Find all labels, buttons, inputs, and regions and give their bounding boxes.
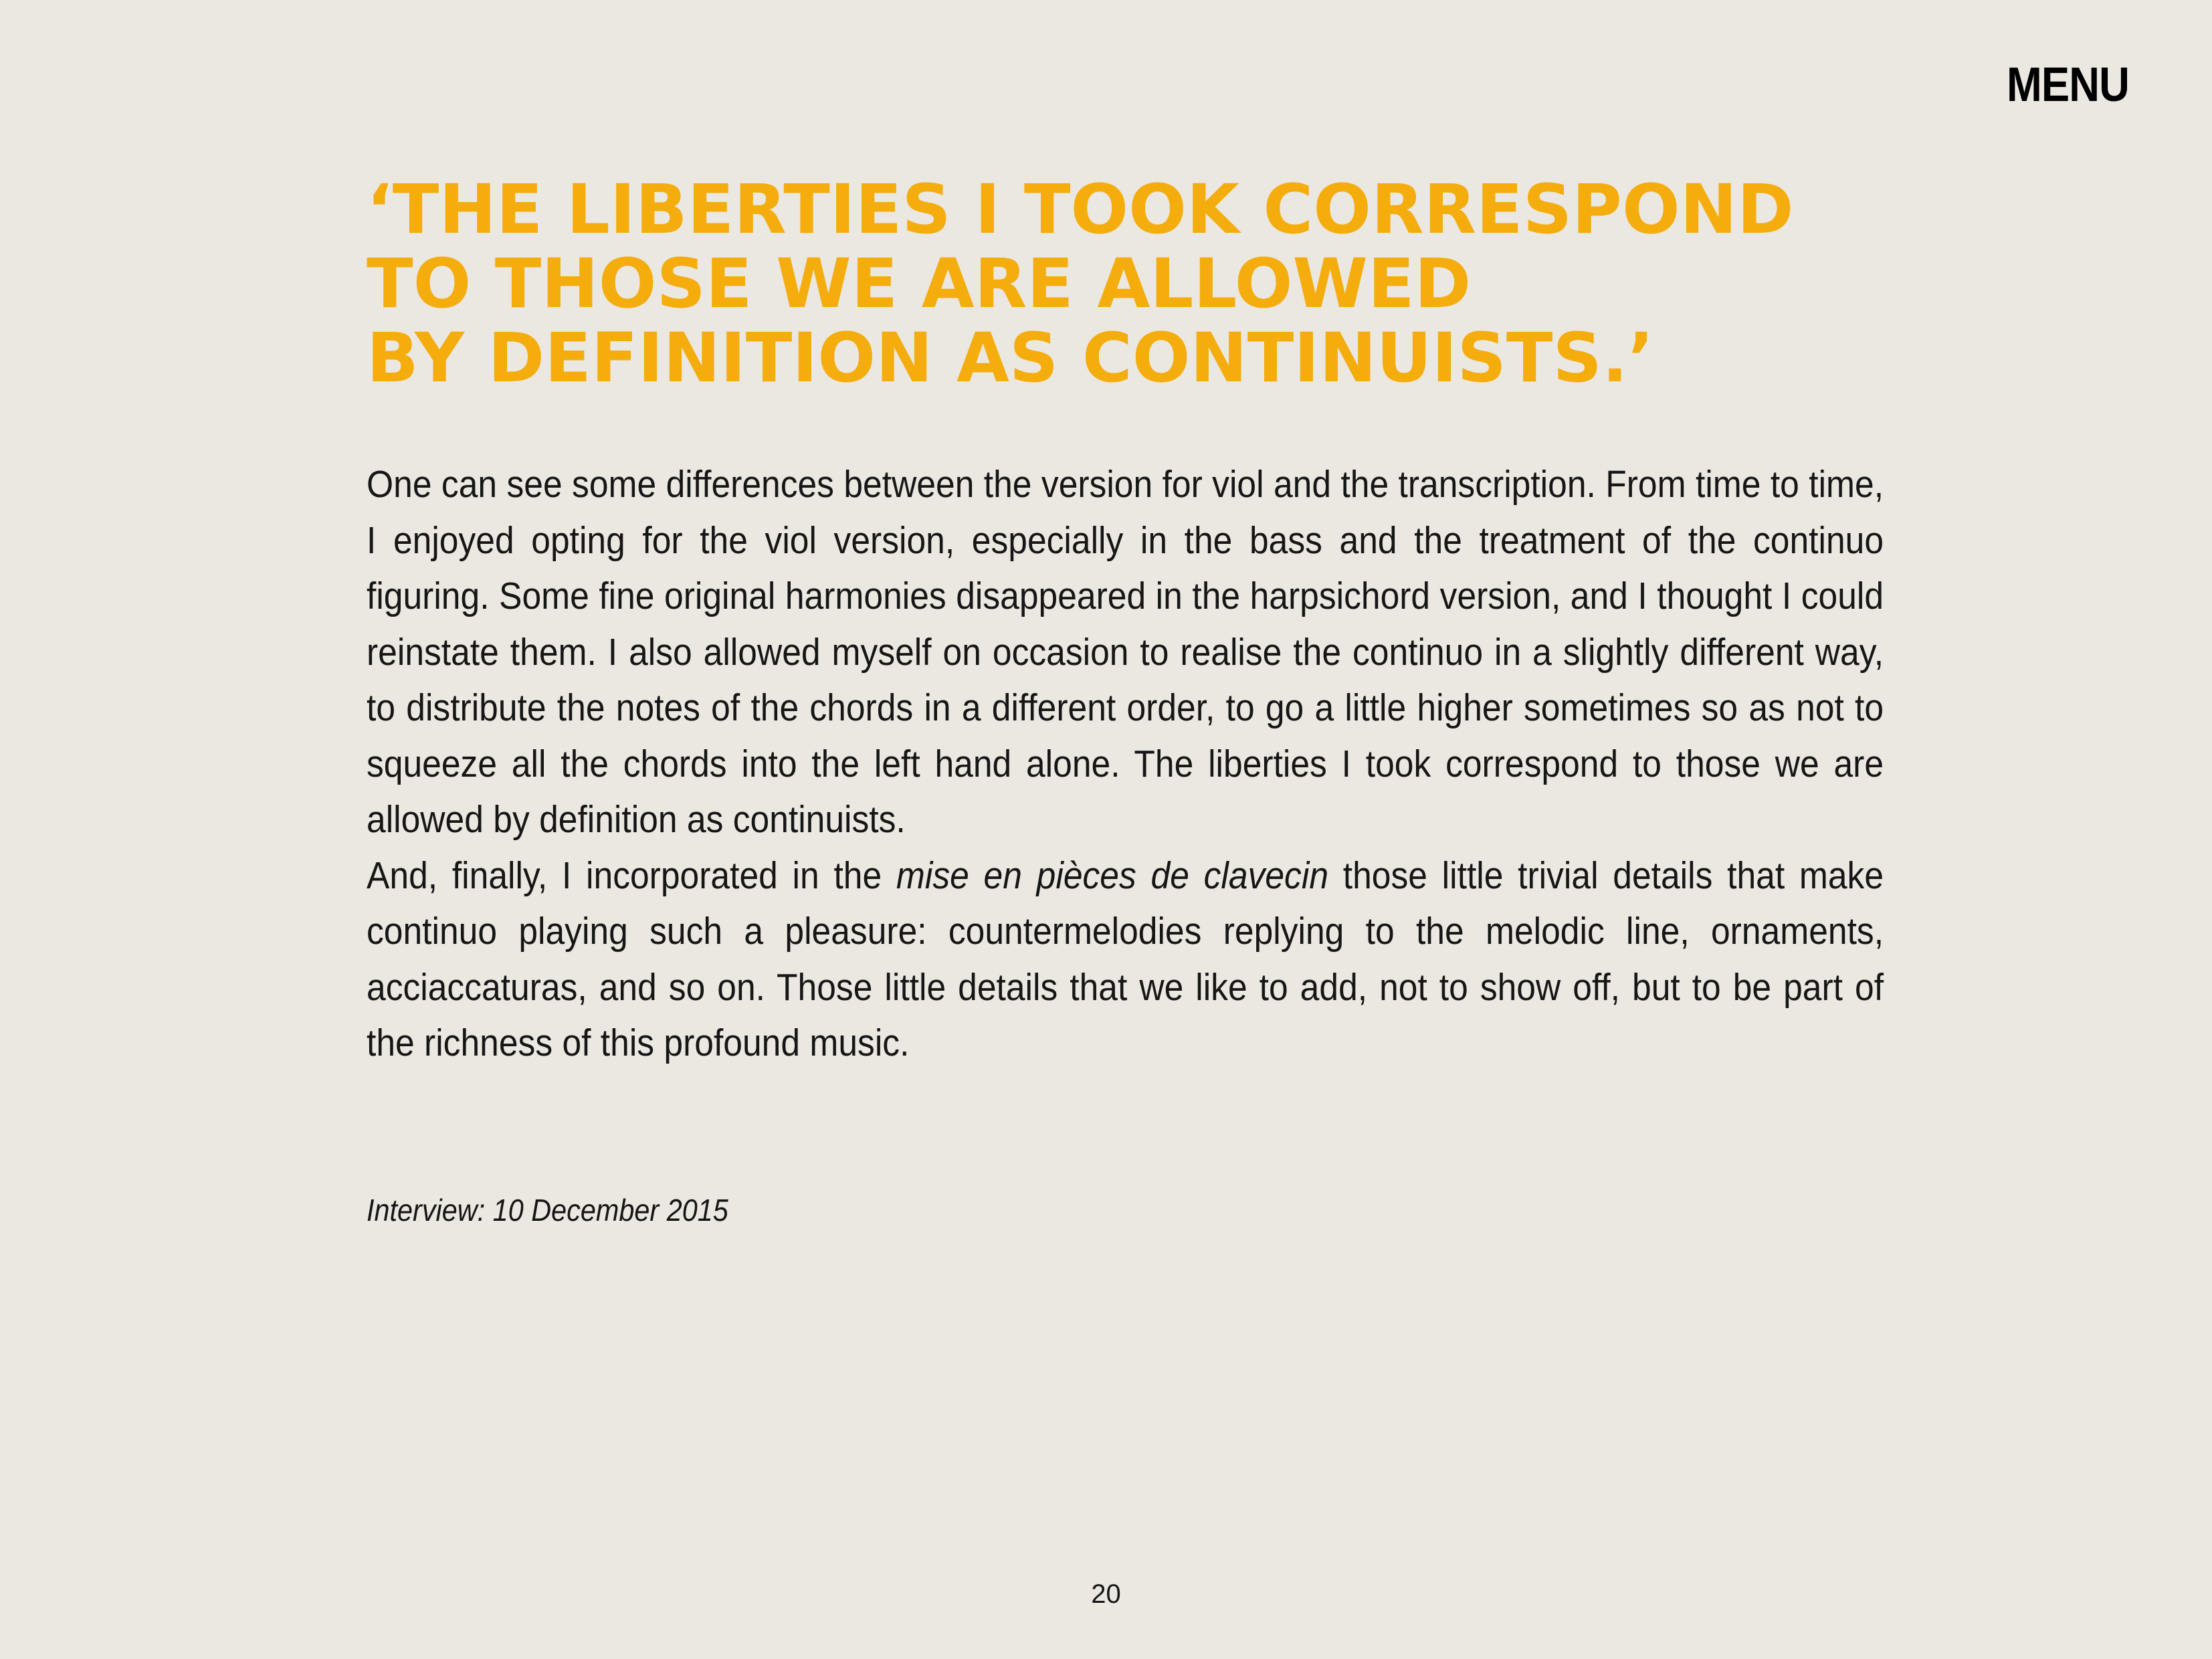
interview-date: Interview: 10 December 2015 <box>367 1193 728 1228</box>
headline-line: ‘THE LIBERTIES I TOOK CORRESPOND <box>367 170 1794 250</box>
body-paragraph <box>367 848 1884 1072</box>
paragraph-text: those little trivial details that make continuo playing such a pleasure: countermelodies replying to the melodic line, ornaments, acciaccaturas, and so on. Those little details that we like to add, not to show off, but to be part of the richness of this profound music. <box>367 854 1884 1064</box>
body-text <box>367 457 1884 1072</box>
headline-line: BY DEFINITION AS CONTINUISTS.’ <box>367 318 1654 398</box>
pull-quote-headline <box>367 170 1884 398</box>
page-number: 20 <box>1091 1579 1121 1609</box>
menu-button[interactable]: MENU <box>2006 58 2129 112</box>
headline-line: TO THOSE WE ARE ALLOWED <box>367 244 1472 324</box>
italic-title: mise en pièces de clavecin <box>896 854 1329 897</box>
body-paragraph: One can see some differences between the version for viol and the transcription. From time to time, I enjoyed opting for the viol version, especially in the bass and the treatment of the continuo figuring. Some fine original harmonies disappeared in the harpsichord version, and I thought I could reinstate them. I also allowed myself on occasion to realise the continuo in a slightly different way, to distribute the notes of the chords in a different order, to go a little higher sometimes so as not to squeeze all the chords into the left hand alone. The liberties I took correspond to those we are allowed by definition as continuists. <box>367 463 1884 841</box>
paragraph-text: And, finally, I incorporated in the <box>367 854 896 897</box>
article-content <box>367 170 1884 1072</box>
